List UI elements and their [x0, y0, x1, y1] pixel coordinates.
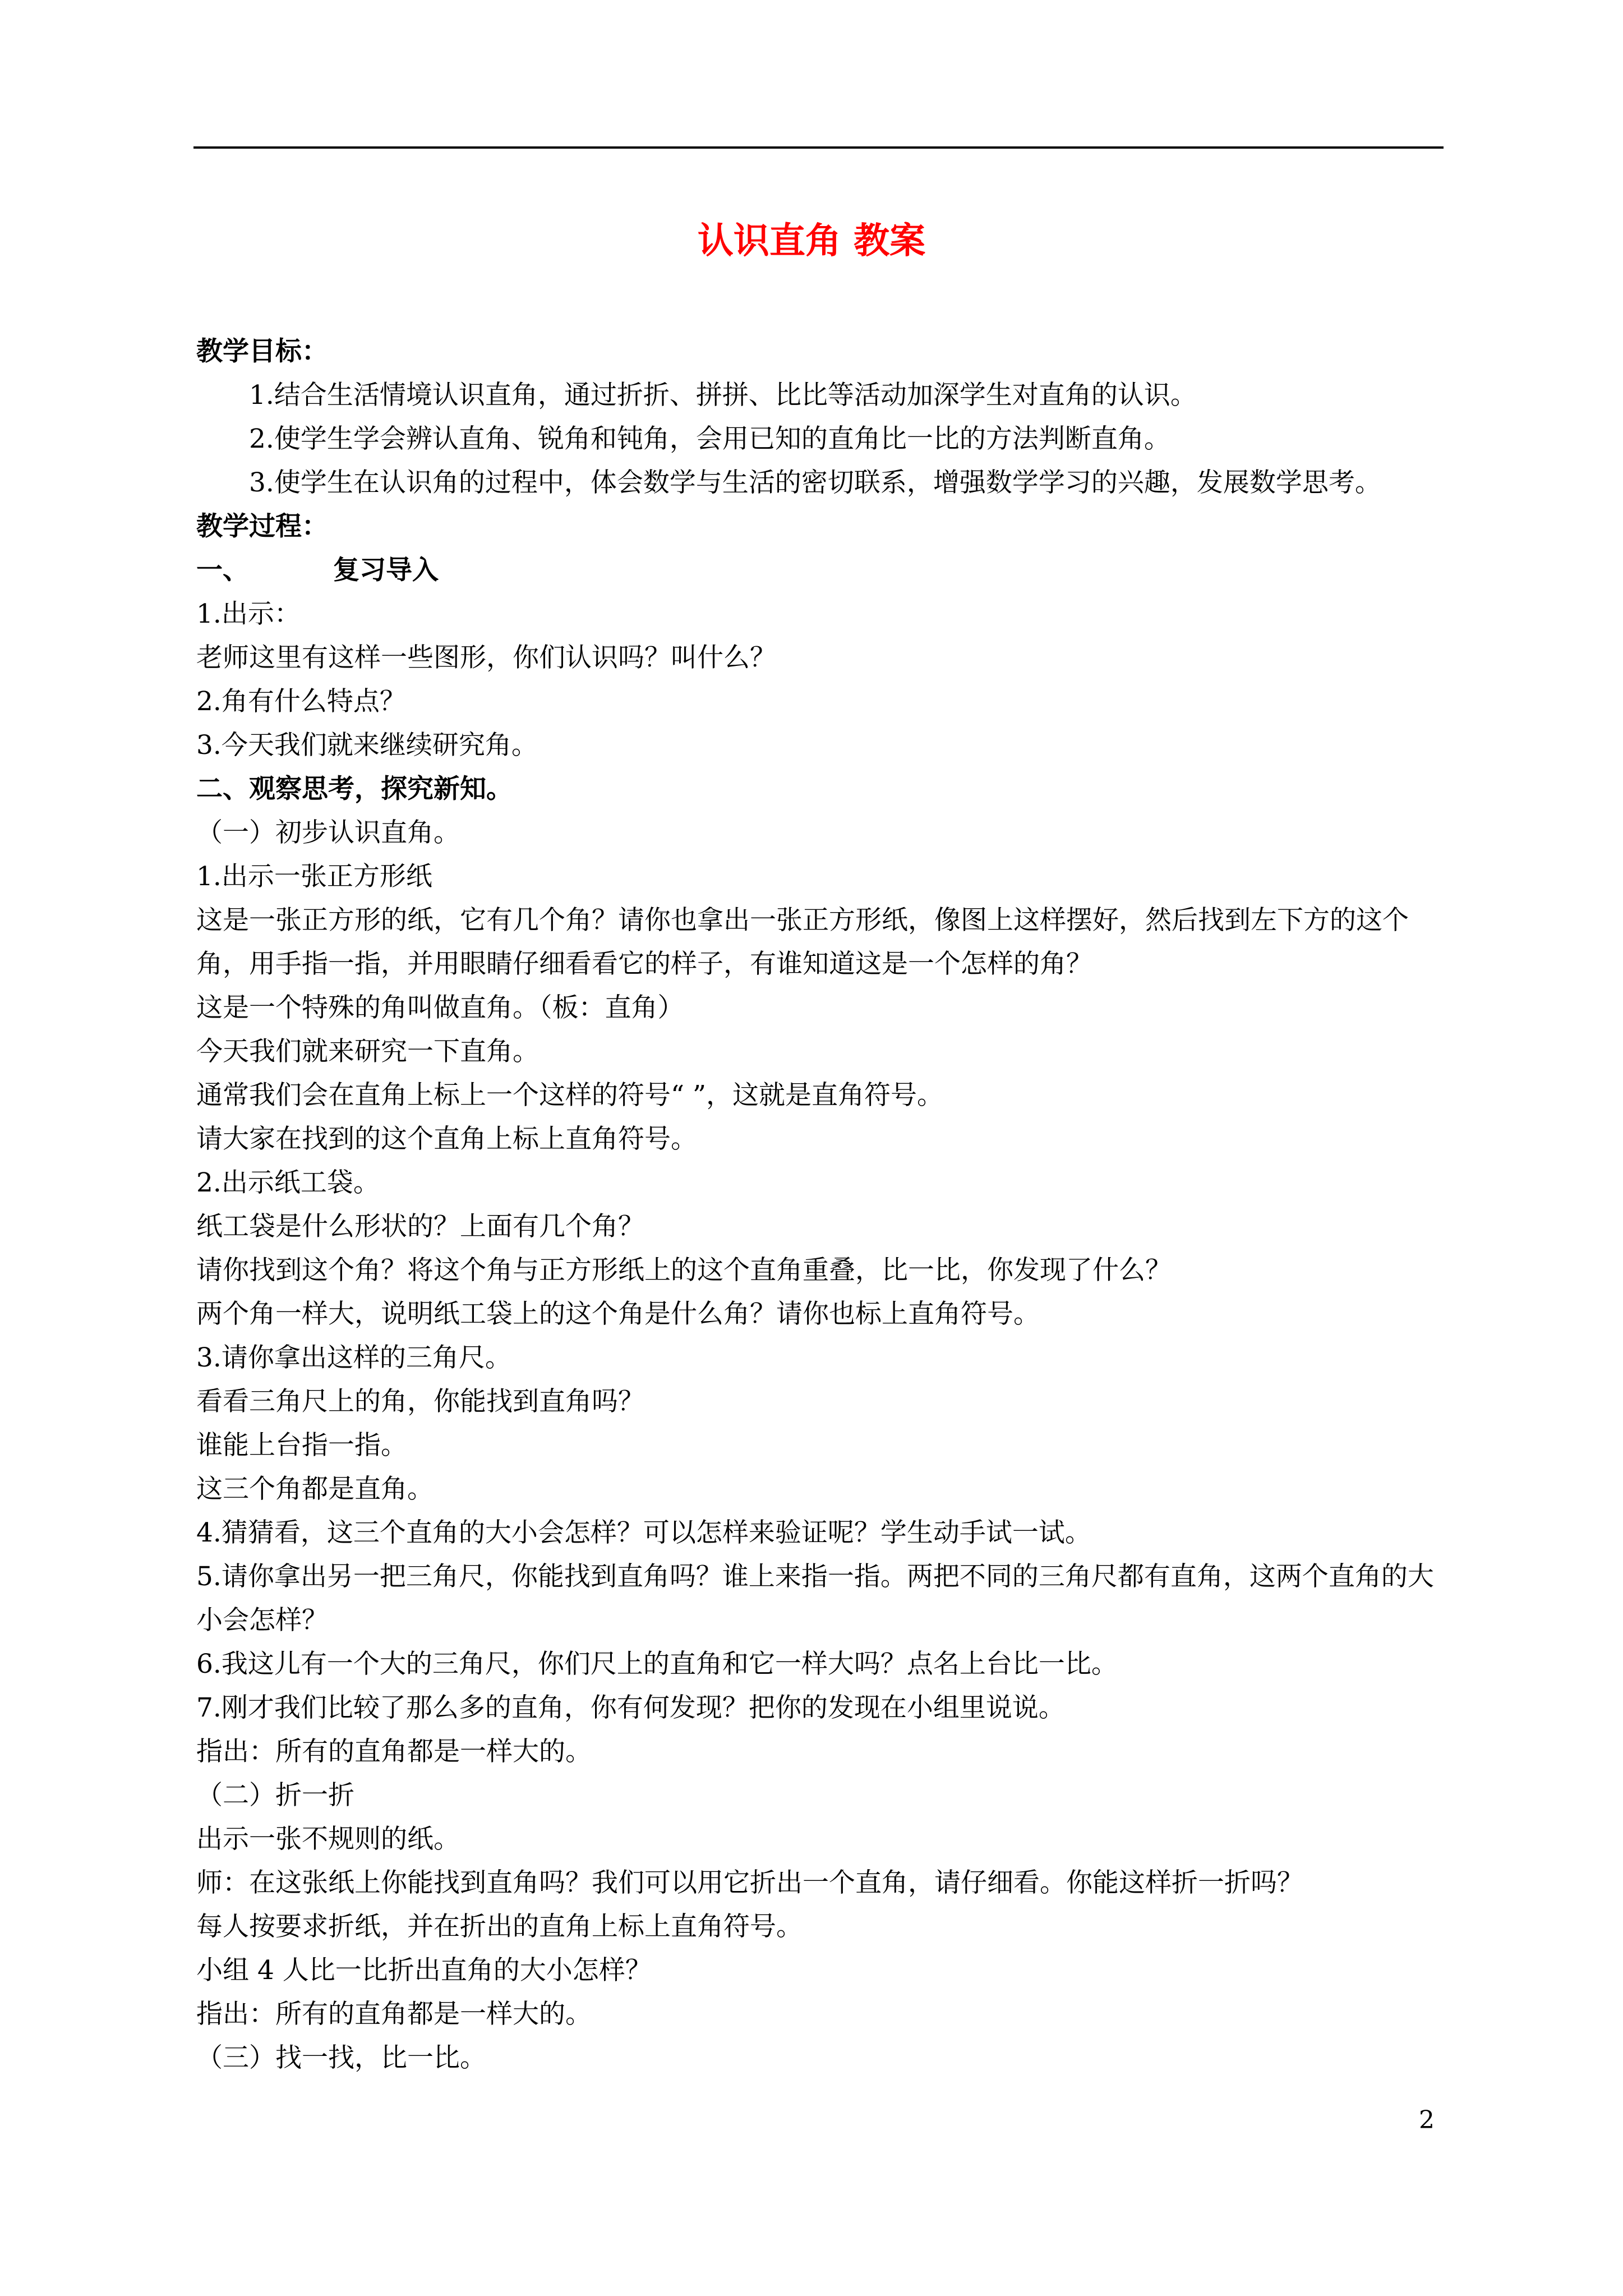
section1-title: 复习导入 [333, 555, 439, 586]
paragraph: 2.出示纸工袋。 [196, 1167, 380, 1198]
paragraph: 7.刚才我们比较了那么多的直角，你有何发现？把你的发现在小组里说说。 [196, 1692, 1065, 1723]
paragraph: 两个角一样大，说明纸工袋上的这个角是什么角？请你也标上直角符号。 [196, 1299, 1040, 1329]
paragraph: 每人按要求折纸，并在折出的直角上标上直角符号。 [196, 1911, 803, 1942]
section1-number: 一、 [196, 555, 249, 586]
paragraph: 3.请你拿出这样的三角尺。 [196, 1342, 511, 1373]
header-rule [193, 146, 1444, 149]
paragraph: 1.出示一张正方形纸 [196, 861, 432, 892]
paragraph: 5.请你拿出另一把三角尺，你能找到直角吗？谁上来指一指。两把不同的三角尺都有直角，这两个直角的大小会怎样？ [196, 1561, 1434, 1636]
paragraph: 出示一张不规则的纸。 [196, 1824, 460, 1855]
paragraph: 看看三角尺上的角，你能找到直角吗？ [196, 1386, 644, 1417]
paragraph: 4.猜猜看，这三个直角的大小会怎样？可以怎样来验证呢？学生动手试一试。 [196, 1517, 1091, 1548]
paragraph: 谁能上台指一指。 [196, 1430, 407, 1461]
objectives-heading: 教学目标： [196, 336, 328, 367]
paragraph: 这三个角都是直角。 [196, 1474, 434, 1504]
section2-heading: 二、观察思考，探究新知。 [196, 774, 513, 804]
paragraph: 老师这里有这样一些图形，你们认识吗？叫什么？ [196, 642, 776, 673]
paragraph: 指出：所有的直角都是一样大的。 [196, 1736, 592, 1767]
subsection-heading: （一）初步认识直角。 [196, 817, 460, 848]
paragraph: 今天我们就来研究一下直角。 [196, 1036, 539, 1067]
paragraph: 6.我这儿有一个大的三角尺，你们尺上的直角和它一样大吗？点名上台比一比。 [196, 1649, 1118, 1680]
page-title: 认识直角 教案 [697, 220, 926, 262]
paragraph: 1.出示： [196, 599, 301, 629]
paragraph: 请大家在找到的这个直角上标上直角符号。 [196, 1124, 697, 1154]
paragraph: 通常我们会在直角上标上一个这样的符号“ ”，这就是直角符号。 [196, 1080, 943, 1111]
paragraph: 2.角有什么特点？ [196, 686, 406, 717]
document-body [196, 330, 1444, 2080]
paragraph: 3.今天我们就来继续研究角。 [196, 730, 538, 761]
paragraph: 指出：所有的直角都是一样大的。 [196, 1999, 592, 2030]
subsection-heading: （三）找一找，比一比。 [196, 2042, 486, 2073]
page-number: 2 [1419, 2106, 1435, 2134]
paragraph: 纸工袋是什么形状的？上面有几个角？ [196, 1211, 644, 1242]
paragraph: 小组 4 人比一比折出直角的大小怎样？ [196, 1955, 652, 1986]
section1-heading [196, 549, 1444, 592]
process-heading: 教学过程： [196, 511, 328, 542]
objective-item: 1.结合生活情境认识直角，通过折折、拼拼、比比等活动加深学生对直角的认识。 [249, 380, 1197, 411]
paragraph: 请你找到这个角？将这个角与正方形纸上的这个直角重叠，比一比，你发现了什么？ [196, 1255, 1172, 1286]
subsection-heading: （二）折一折 [196, 1780, 354, 1811]
paragraph: 这是一个特殊的角叫做直角。（板：直角） [196, 992, 684, 1023]
paragraph: 这是一张正方形的纸，它有几个角？请你也拿出一张正方形纸，像图上这样摆好，然后找到左下方的这个角，用手指一指，并用眼睛仔细看看它的样子，有谁知道这是一个怎样的角？ [196, 905, 1409, 979]
objective-item: 3.使学生在认识角的过程中，体会数学与生活的密切联系，增强数学学习的兴趣，发展数学思考。 [249, 467, 1381, 498]
objective-item: 2.使学生学会辨认直角、锐角和钝角，会用已知的直角比一比的方法判断直角。 [249, 424, 1170, 454]
paragraph: 师：在这张纸上你能找到直角吗？我们可以用它折出一个直角，请仔细看。你能这样折一折吗？ [196, 1867, 1303, 1898]
